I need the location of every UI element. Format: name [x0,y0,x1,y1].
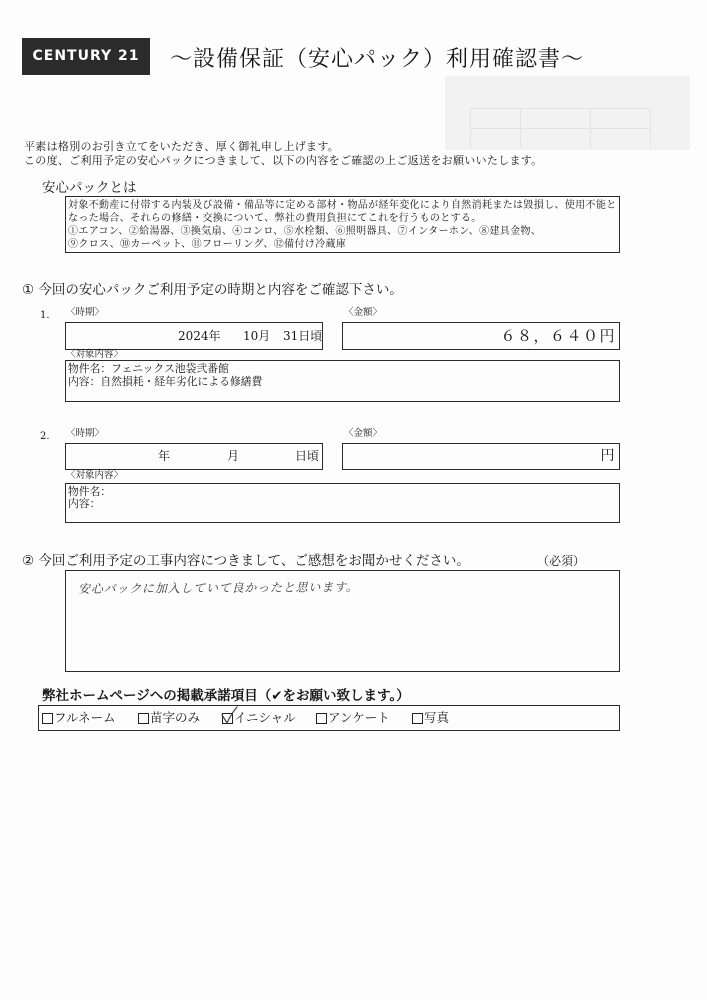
entry-1-content-label: 〈対象内容〉 [66,349,124,360]
entry-2-day: 日頃 [295,449,320,463]
faded-table-right-line [650,108,651,148]
about-line-1: 対象不動産に付帯する内装及び設備・備品等に定める部材・物品が経年変化により自然消耗または毀損し、使用不能と [68,200,617,211]
about-description-box [65,196,620,253]
feedback-handwritten-answer: 安心パックに加入していて良かったと思います。 [77,580,359,596]
consent-option-photo [412,710,449,726]
consent-heading: 弊社ホームページへの掲載承諾項目（✔をお願い致します。） [42,688,410,704]
usage-section-heading: ① 今回の安心パックご利用予定の時期と内容をご確認下さい。 [22,282,403,298]
entry-2-content: 内容： [68,497,101,510]
checkbox-surname[interactable] [138,713,149,724]
checkbox-fullname[interactable] [42,713,53,724]
entry-1-period-label: 〈時期〉 [66,307,105,318]
consent-option-label: 苗字のみ [150,710,201,725]
entry-2-number: 2. [40,431,50,442]
about-line-3: ①エアコン、②給湯器、③換気扇、④コンロ、⑤水栓類、⑥照明器具、⑦インターホン、⑧建具金物、 [68,226,542,237]
check-mark-icon [220,706,240,726]
entry-2-property: 物件名： [68,485,112,498]
consent-option-surname [138,710,200,726]
consent-option-label: アンケート [328,710,390,725]
entry-1-number: 1. [40,310,50,321]
entry-1-content: 内容：自然損耗・経年劣化による修繕費 [68,375,263,388]
required-label: （必須） [537,554,586,568]
intro-line-1: 平素は格別のお引き立てをいただき、厚く御礼申し上げます。 [24,140,340,153]
faded-table-divider-2 [590,108,591,148]
about-line-4: ⑨クロス、⑩カーペット、⑪フローリング、⑫備付け冷蔵庫 [68,239,347,250]
checkbox-photo[interactable] [412,713,423,724]
entry-1-amount-label: 〈金額〉 [344,307,383,318]
entry-1-amount-value: ６８，６４０円 [500,327,616,345]
century21-logo: CENTURY 21 [22,38,150,75]
feedback-heading: ② 今回ご利用予定の工事内容につきまして、ご感想をお聞かせください。 [22,553,470,569]
consent-option-label: 写真 [424,710,450,725]
entry-2-content-field[interactable] [65,483,620,523]
consent-option-initials [222,710,296,726]
entry-1-content-field[interactable] [65,360,620,402]
consent-option-fullname [42,710,116,726]
consent-option-label: イニシャル [234,710,296,725]
entry-1-day: 31日頃 [283,329,323,343]
consent-option-label: フルネーム [54,710,116,725]
faded-table-top-line [470,108,650,109]
entry-1-property: 物件名：フェニックス池袋弐番館 [68,362,229,375]
checkbox-initials[interactable] [222,713,233,724]
entry-2-year: 年 [158,449,171,463]
entry-2-content-label: 〈対象内容〉 [66,470,124,481]
document-title: ～設備保証（安心パック）利用確認書～ [170,47,585,72]
entry-2-amount-field[interactable] [342,443,620,470]
about-line-2: なった場合、それらの修繕・交換について、弊社の費用負担にてこれを行うものとする。 [68,213,482,224]
about-heading: 安心パックとは [42,180,137,196]
faded-table-left-line [470,108,471,148]
faded-table-mid-line [470,128,650,129]
entry-1-amount-field[interactable] [342,322,620,350]
entry-1-year: 2024年 [178,329,221,343]
entry-2-month: 月 [227,449,240,463]
checkbox-survey[interactable] [316,713,327,724]
consent-option-survey [316,710,390,726]
faded-table-divider-1 [520,108,521,148]
entry-1-month: 10月 [243,329,271,343]
faded-stamp-area [445,76,690,150]
entry-2-amount-label: 〈金額〉 [344,428,383,439]
entry-2-period-field[interactable] [65,443,323,470]
entry-2-amount-value: 円 [600,448,616,464]
intro-line-2: この度、ご利用予定の安心パックにつきまして、以下の内容をご確認の上ご返送をお願いいたします。 [24,154,543,167]
entry-2-period-label: 〈時期〉 [66,428,105,439]
